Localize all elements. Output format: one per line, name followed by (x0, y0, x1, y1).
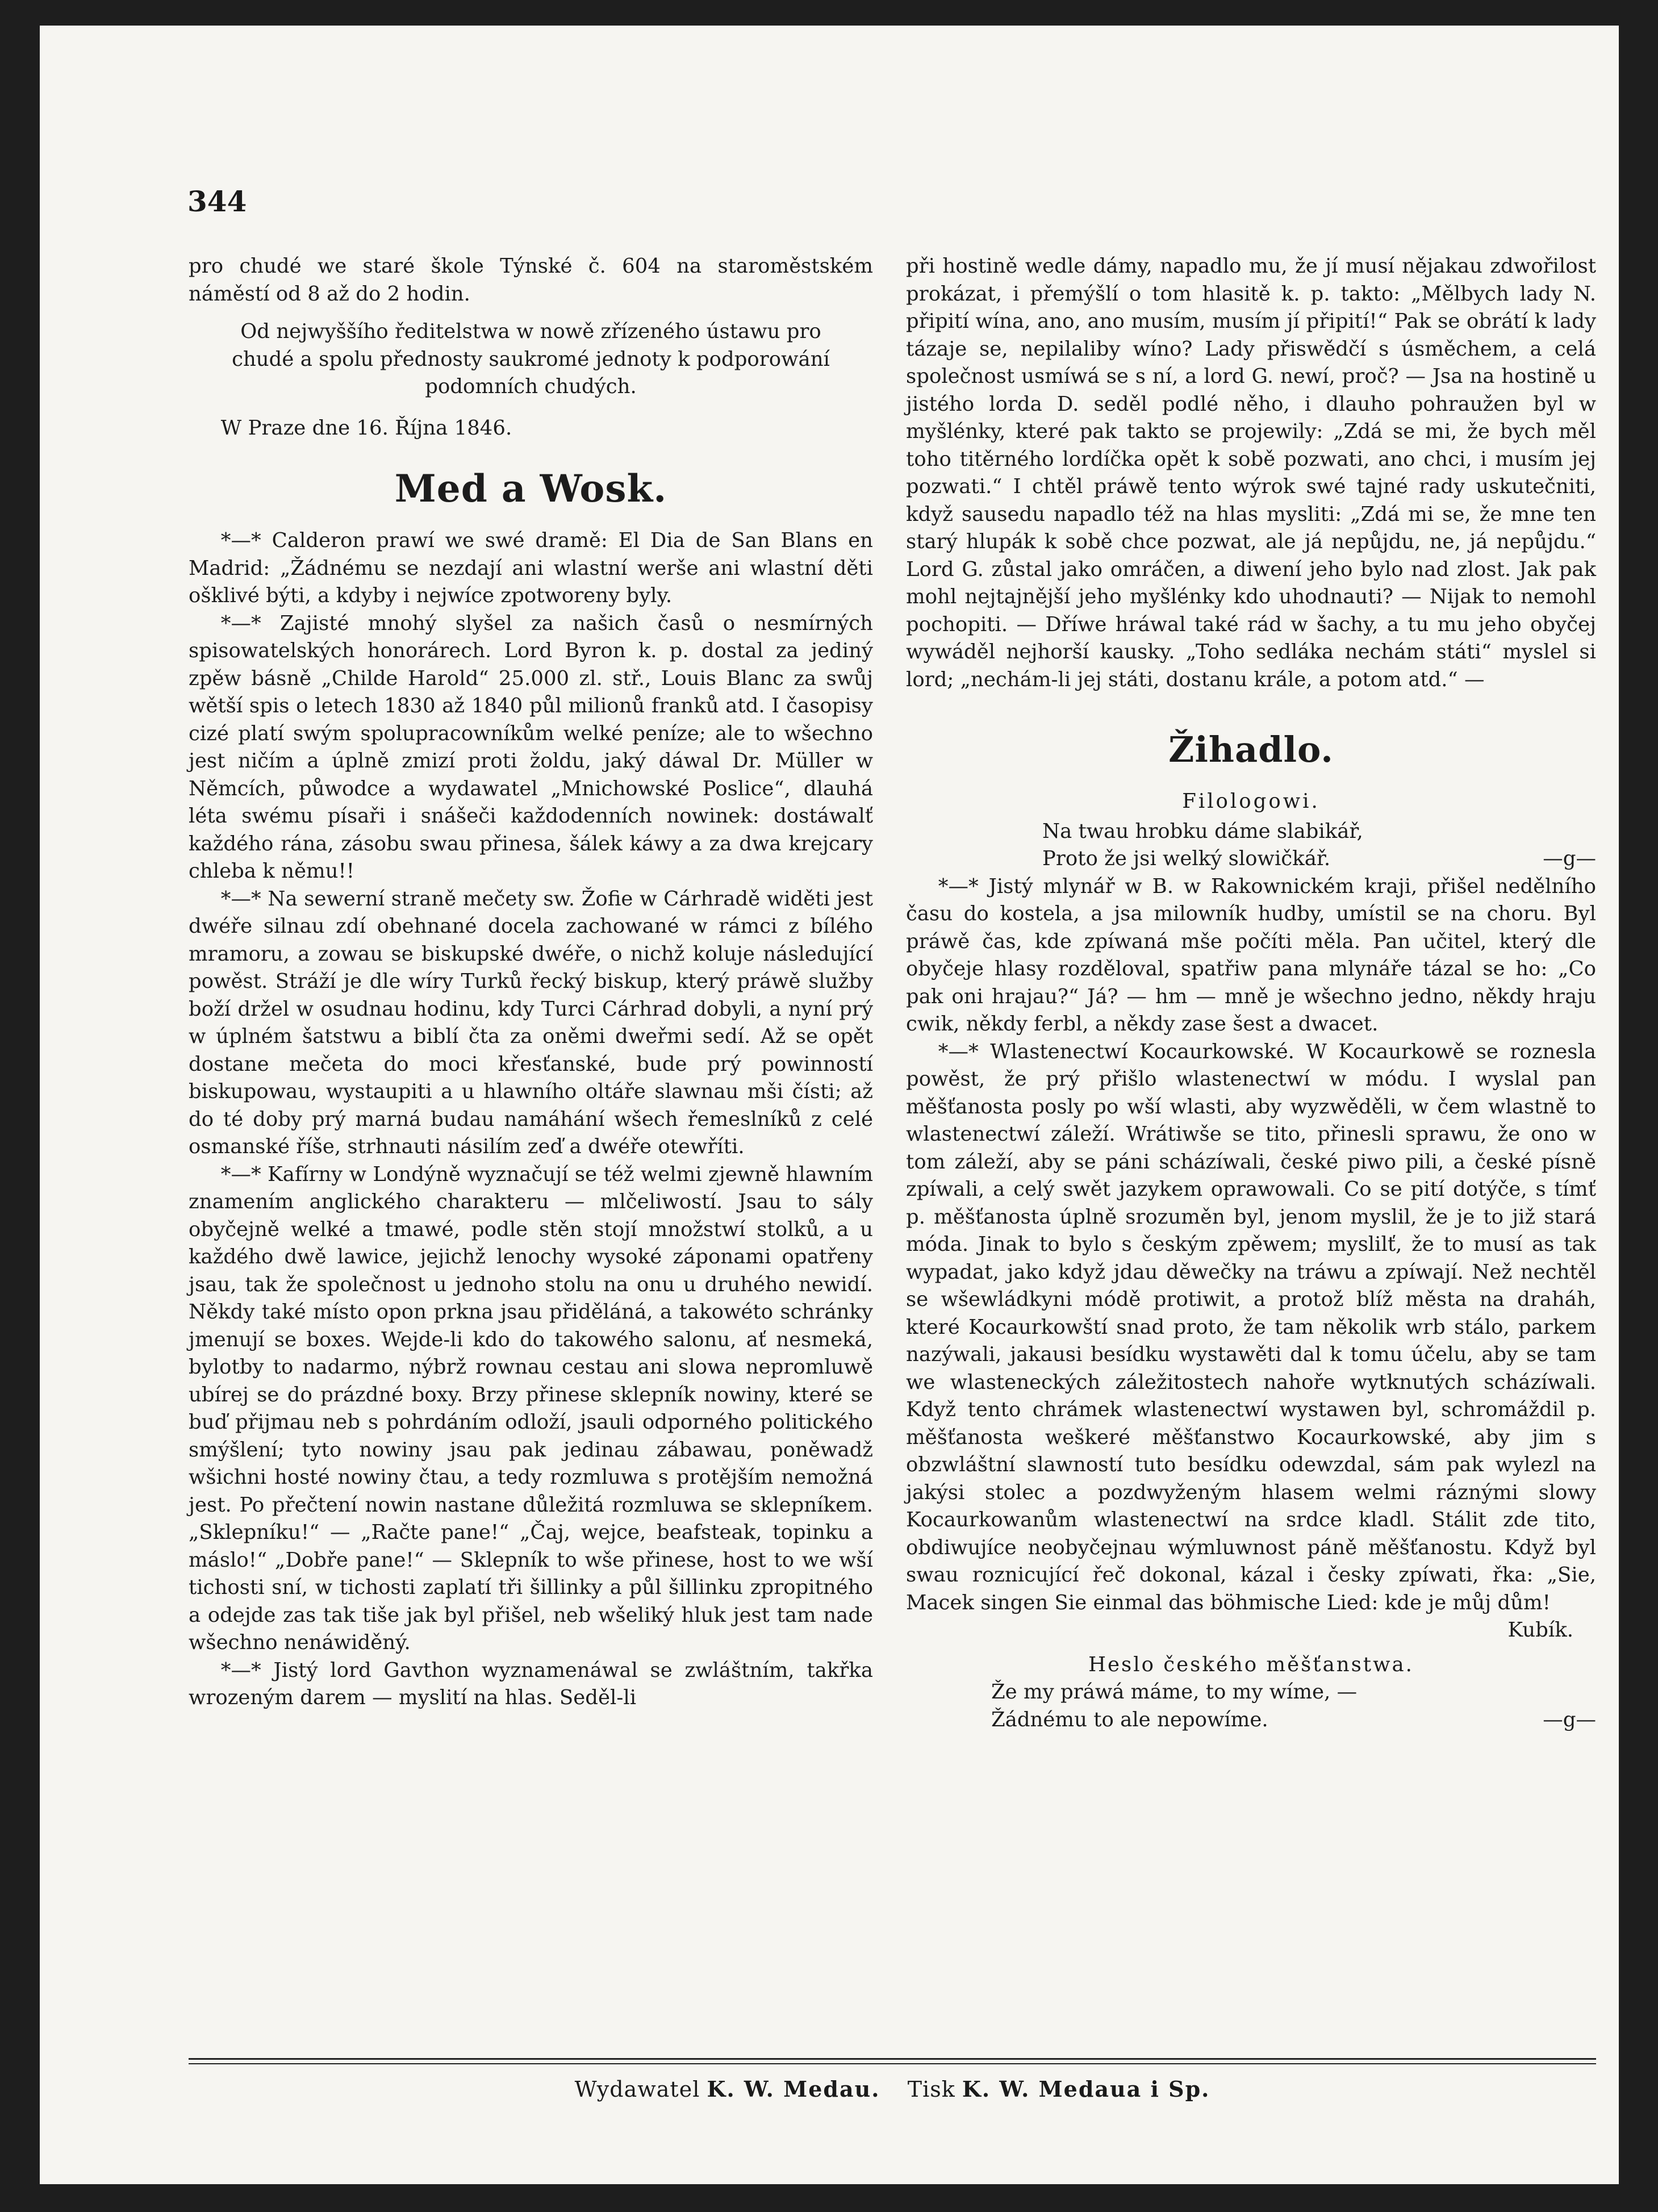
right-column (906, 253, 1596, 1734)
verse-line: Na twau hrobku dáme slabikář, (1042, 819, 1363, 843)
left-column (189, 253, 873, 1712)
article-paragraph: *—* Jistý lord Gavthon wyznamenáwal se zwláštním, takřka wrozeným darem — myslití na hlas. Seděl-li (189, 1658, 873, 1709)
footer-rule (189, 2058, 1596, 2060)
section-title-med-a-wosk: Med a Wosk. (394, 466, 667, 511)
article-paragraph: *—* Zajisté mnohý slyšel za našich časů o nesmírných spisowatelských honorárech. Lord Byron k. p. dostal za jediný zpěw básně „Childe Harold“ 25.000 zl. stř., Louis Blanc za swůj wětší spis o letech 1830 až 1840 půl milionů franků atd. I časopisy cizé platí swým spolupracowníkům welké peníze; ale to wšechno jest ničím a úplně zmizí proti žoldu, jaký dáwal Dr. Müller w Němcích, půwodce a wydawatel „Mnichowské Poslice“, dlauhá léta swému písaři i snášeči každodenních nowinek: dostáwalť každého rána, zásobu swau přinesa, šálek káwy a za dwa krejcary chleba k němu!! (189, 611, 873, 883)
footer-rules (189, 2058, 1596, 2064)
verse-line-with-signature (906, 845, 1596, 873)
footer-rule (189, 2063, 1596, 2064)
motto-line-with-signature (906, 1706, 1596, 1734)
section-title-zihadlo: Žihadlo. (1168, 729, 1334, 770)
newspaper-page (40, 26, 1619, 2184)
official-notice: Od nejwyššího ředitelstwa w nowě zřízeného ústawu pro chudé a spolu přednosty saukromé jednoty k podporowání podomních chudých. (232, 320, 830, 398)
verse-signature: —g— (1543, 847, 1596, 870)
imprint (189, 2076, 1596, 2102)
author-signature: Kubík. (1507, 1618, 1573, 1642)
article-paragraph: *—* Jistý mlynář w B. w Rakownickém kraji, přišel nedělního času do kostela, a jsa milowník hudby, umístil se na choru. Byl práwě čas, kde zpíwaná mše počíti měla. Pan učitel, který dle obyčeje hlasy rozděloval, spatřiw pana mlynáře tázal se ho: „Co pak oni hrajau?“ Já? — hm — mně je wšechno jedno, někdy hraju cwik, někdy ferbl, a někdy zase šest a dwacet. (906, 874, 1596, 1036)
poem-subtitle: Filologowi. (1182, 790, 1320, 813)
motto-title: Heslo českého měšťanstwa. (1088, 1652, 1414, 1676)
article-paragraph: *—* Calderon prawí we swé dramě: El Dia de San Blans en Madrid: „Žádnému se nezdají ani wlastní werše ani wlastní děti ošklivé býti, a kdyby i nejwíce zpotworeny byly. (189, 529, 873, 607)
printer-name: K. W. Medaua i Sp. (962, 2076, 1210, 2102)
publisher-name: K. W. Medau. (707, 2076, 880, 2102)
motto-signature: —g— (1543, 1708, 1596, 1731)
article-paragraph: *—* Na sewerní straně mečety sw. Žofie w Cárhradě widěti jest dwéře silnau zdí obehnané docela zachowané w rámci z bílého mramoru, a zowau se biskupské dwéře, o nichž koluje následující powěst. Stráží je dle wíry Turků řecký biskup, který práwě služby boží držel w osudnau hodinu, kdy Turci Cárhrad dobyli, a nyní prý w úplném šatstwu a biblí čta za oněmi dweřmi sedí. Až se opět dostane mečeta do moci křesťanské, bude prý powinností biskupowau, wystaupiti a u hlawního oltáře slawnau mši čísti; až do té doby prý marná budau namáhání wšech řemeslníků z celé osmanské říše, strhnauti násilím zeď a dwéře otewříti. (189, 887, 873, 1158)
article-paragraph: *—* Kafírny w Londýně wyznačují se též welmi zjewně hlawním znamením anglického charakteru — mlčeliwostí. Jsau to sály obyčejně welké a tmawé, podle stěn stojí množstwí stolků, a u každého dwě lawice, jejichž lenochy wysoké záponami opatřeny jsau, tak že společnost u jednoho stolu na onu u druhého newidí. Někdy také místo opon prkna jsau přiděláná, a takowéto schránky jmenují se boxes. Wejde-li kdo do takowého salonu, ať nesmeká, bylotby to nadarmo, nýbrž rownau cestau ani slowa nepromluwě ubírej se do prázdné boxy. Brzy přinese sklepník nowiny, které se buď přijmau neb s pohrdáním odloží, jsauli odporného politického smýšlení; tyto nowiny jsau pak jedinau zábawau, poněwadž wšichni hosté nowiny čtau, a tedy rozmluwa s protějším nemožná jest. Po přečtení nowin nastane důležitá rozmluwa se sklepníkem. „Sklepníku!“ — „Račte pane!“ „Čaj, wejce, beafsteak, topinku a máslo!“ „Dobře pane!“ — Sklepník to wše přinese, host to we wší tichosti sní, w tichosti zaplatí tři šillinky a půl šillinku zpropitného a odejde zas tak tiše jak byl přišel, neb wšeliký hluk jest tam nade wšechno nenáwiděný. (189, 1162, 873, 1654)
continuation-text: při hostině wedle dámy, napadlo mu, že jí musí nějakau zdwořilost prokázat, i přemýšlí o tom hlasitě k. p. takto: „Mělbych lady N. připití wína, ano, ano musím, musím jí připití!“ Pak se obrátí k lady tázaje se, nepilaliby wíno? Lady přiswědčí s úsměchem, a celá společnost usmíwá se s ní, a lord G. newí, proč? — Jsa na hostině u jistého lorda D. seděl podlé něho, i dlauho pohraužen byl w myšlénky, které pak takto se projewily: „Zdá se mi, že bych měl toho titěrného lordíčka opět k sobě pozwati, ano chci, i musím jej pozwati.“ I chtěl práwě tento wýrok swé tajné rady uskutečniti, když sausedu napadlo též na hlas mysliti: „Zdá mi se, že mne ten starý hlupák k sobě chce pozwat, ale já nepůjdu, ne, já nepůjdu.“ Lord G. zůstal jako omráčen, a diwení jeho bylo nad zlost. Jak pak mohl nejtajnější jeho myšlénky kdo uhodnauti? — Nijak to nemohl pochopiti. — Dříwe hráwal také rád w šachy, a tu mu jeho obyčej wywáděl nejhorší kausky. „Toho sedláka nechám státi“ myslel si lord; „nechám-li jej státi, dostanu krále, a potom atd.“ — (906, 254, 1596, 691)
intro-text: pro chudé we staré škole Týnské č. 604 na staroměstském náměstí od 8 až do 2 hodin. (189, 254, 873, 306)
motto-line: Že my práwá máme, to my wíme, — (991, 1680, 1358, 1704)
publisher-label: Wydawatel (574, 2077, 700, 2102)
dateline: W Praze dne 16. Října 1846. (220, 416, 512, 440)
page-number: 344 (187, 185, 247, 218)
verse-line: Proto že jsi welký slowičkář. (1042, 847, 1331, 870)
article-paragraph: *—* Wlastenectwí Kocaurkowské. W Kocaurkowě se roznesla powěst, že prý přišlo wlastenectwí w módu. I wyslal pan měšťanosta posly po wší wlasti, aby wyzwěděli, w čem wlastně to wlastenectwí záleží. Wrátiwše se tito, přinesli sprawu, že ono w tom záleží, aby se páni scházíwali, české piwo pili, a české písně zpíwali, a celý swět jazykem oprawowali. Co se pití dotýče, s tímť p. měšťanosta úplně srozuměn byl, jenom myslil, že je to již stará móda. Jinak to bylo s českým zpěwem; myslilť, že to musí as tak wypadat, jako když jdau děwečky na tráwu a zpíwají. Než nechtěl se wšewládkyni módě protiwit, a protož blíž městа na draháh, které Kocaurkowští snad proto, že tam několik wrb stálo, parkem nazýwali, jakausi besídku wystawěti dal k tomu účelu, aby se tam we wlasteneckých záležitostech nahoře wytknutých scházíwali. Když tento chrámek wlastenectwí wystawen byl, schromáždil p. měšťanosta weškeré měšťanstwo Kocaurkowské, aby jim s obzwláštní slawností tuto besídku odewzdal, sám pak wylezl na jakýsi stolec a pozdwyženým hlasem welmi ráznými slowy Kocaurkowanům wlastenectwí na srdce kladl. Stálit zde tito, obdiwujíce neobyčejnau wýmluwnost páně měšťanostu. Když byl swau roznicující řeč dokonal, kázal i česky zpíwati, řka: „Sie, Macek singen Sie einmal das böhmische Lied: kde je můj dům! (906, 1040, 1596, 1614)
printer-label: Tisk (907, 2077, 955, 2102)
motto-line: Žádnému to ale nepowíme. (991, 1708, 1268, 1731)
